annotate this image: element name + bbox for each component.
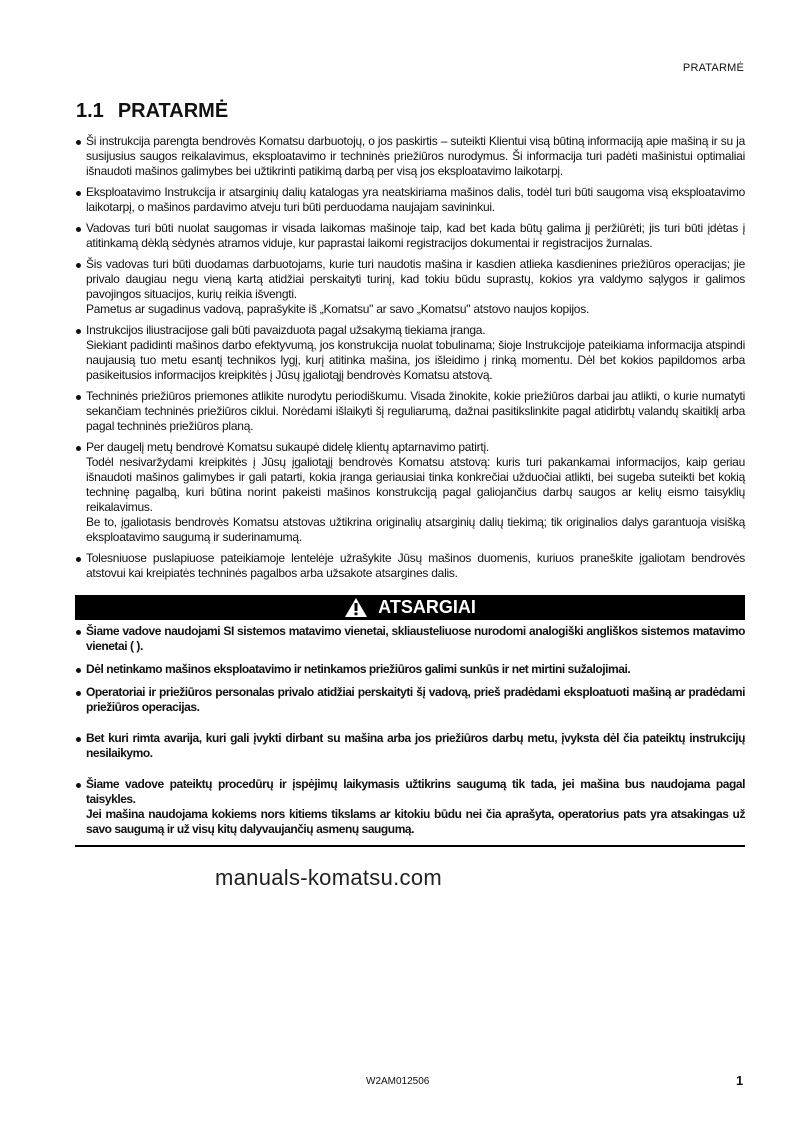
paragraph: Pametus ar sugadinus vadovą, paprašykite iš „Komatsu" ar savo „Komatsu" atstovo naujos kopijos.: [86, 302, 590, 316]
bullet-icon: [76, 227, 81, 232]
page-title: [76, 100, 228, 123]
paragraph: Vadovas turi būti nuolat saugomas ir visada laikomas mašinoje taip, kad bet kada būtų galima jį peržiūrėti; jis turi būti įdėtas į atitinkamą dėklą sėdynės atramos viduje, kur paprastai laikomi registracijos dokumentai ir registracijos žurnalas.: [86, 221, 745, 250]
watermark: manuals-komatsu.com: [215, 865, 442, 890]
paragraph: Instrukcijos iliustracijose gali būti pavaizduota pagal užsakymą tiekiama įranga.: [86, 323, 486, 337]
page-number: 1: [736, 1073, 744, 1088]
paragraph: Per daugelį metų bendrovė Komatsu sukaupė didelę klientų aptarnavimo patirtį.: [86, 440, 489, 454]
caution-list: [76, 624, 745, 837]
paragraph: Bet kuri rimta avarija, kuri gali įvykti dirbant su mašina arba jos priežiūros darbų metu, įvyksta dėl čia pateiktų instrukcijų nesilaikymo.: [86, 731, 745, 760]
bullet-icon: [76, 668, 81, 673]
section-number: 1.1: [76, 100, 104, 122]
list-item: [76, 389, 745, 434]
list-item: [76, 685, 745, 715]
caution-banner: [75, 595, 745, 620]
bullet-icon: [76, 395, 81, 400]
bullet-icon: [76, 783, 81, 788]
preface-list: [76, 134, 745, 581]
paragraph: Siekiant padidinti mašinos darbo efektyvumą, jos konstrukcija nuolat tobulinama; šioje Instrukcijoje pateikiama informacija atspindi naujausią tuo metu esantį technikos lygį, kurį atitinka mašina, jos išleidimo į rinką momentu. Dėl bet kokios papildomos arba pasikeitusios informacijos kreipkitės į Jūsų įgaliotąjį bendrovės Komatsu atstovą.: [86, 338, 745, 382]
list-item: [76, 134, 745, 179]
paragraph: Jei mašina naudojama kokiems nors kitiems tikslams ar kitokiu būdu nei čia aprašyta, operatorius pats yra atsakingas už savo saugumą ir už visų kitų dalyvaujančių asmenų saugumą.: [86, 807, 745, 836]
list-item: [76, 624, 745, 654]
list-item: [76, 662, 745, 677]
paragraph: Šiame vadove pateiktų procedūrų ir įspėjimų laikymasis užtikrins saugumą tik tada, jei mašina bus naudojama pagal taisykles.: [86, 777, 745, 806]
paragraph: Tolesniuose puslapiuose pateikiamoje lentelėje užrašykite Jūsų mašinos duomenis, kuriuos praneškite įgaliotam bendrovės atstovui kai kreipiatės techninės pagalbos arba užsakote atsargines dalis.: [86, 551, 745, 580]
warning-triangle-icon: [344, 597, 368, 618]
list-item: [76, 221, 745, 251]
bullet-icon: [76, 446, 81, 451]
bullet-icon: [76, 630, 81, 635]
running-header: PRATARMĖ: [682, 62, 744, 74]
bullet-icon: [76, 263, 81, 268]
document-code: W2AM012506: [366, 1076, 430, 1087]
paragraph: Šis vadovas turi būti duodamas darbuotojams, kurie turi naudotis mašina ir kasdien atlieka kasdienines priežiūros operacijas; jie privalo daugiau negu vieną kartą atidžiai perskaityti turinį, kad tokiu būdu suprastų, kokios yra valdymo sąlygos ir galimos pavojingos situacijos, kurių reikia išvengti.: [86, 257, 745, 301]
paragraph: Operatoriai ir priežiūros personalas privalo atidžiai perskaityti šį vadovą, prieš pradėdami eksploatuoti mašiną ar pradėdami priežiūros operacijas.: [86, 685, 745, 714]
paragraph: Ši instrukcija parengta bendrovės Komatsu darbuotojų, o jos paskirtis – suteikti Klientui visą būtiną informaciją apie mašiną ir su ja susijusius saugos reikalavimus, eksploatavimo ir techninės priežiūros nurodymus. Ši informacija turi padėti mašinistui optimaliai išnaudoti mašinos galimybes bei užtikrinti patikimą darbą per visą jos eksploatavimo laikotarpį.: [86, 134, 745, 178]
bullet-icon: [76, 140, 81, 145]
list-item: [76, 551, 745, 581]
paragraph: Techninės priežiūros priemones atlikite nurodytu periodiškumu. Visada žinokite, kokie priežiūros darbai jau atlikti, o kurie numatyti sekančiam techninės priežiūros ciklui. Norėdami išlaikyti šį reguliarumą, dažnai pasitikslinkite pagal atidirbtų valandų skaitiklį arba pagal techninės priežiūros planą.: [86, 389, 745, 433]
bullet-icon: [76, 737, 81, 742]
bullet-icon: [76, 691, 81, 696]
list-item: [76, 185, 745, 215]
list-item: [76, 777, 745, 837]
list-item: [76, 731, 745, 761]
list-item: [76, 323, 745, 383]
divider: [75, 845, 745, 847]
section-title: PRATARMĖ: [117, 100, 229, 122]
bullet-icon: [76, 557, 81, 562]
list-item: [76, 257, 745, 317]
paragraph: Eksploatavimo Instrukcija ir atsarginių dalių katalogas yra neatskiriama mašinos dalis, todėl turi būti saugoma visą eksploatavimo laikotarpį, o mašinos pardavimo atveju turi būti perduodama naujajam savininkui.: [86, 185, 745, 214]
bullet-icon: [76, 329, 81, 334]
list-item: [76, 440, 745, 545]
page-content: [75, 134, 745, 891]
paragraph: Todėl nesivaržydami kreipkitės į Jūsų įgaliotąjį bendrovės Komatsu atstovą: kuris turi pakankamai informacijos, kaip geriau išnaudoti mašinos galimybes ir gali patarti, kokia įranga geriausiai tinka konkrečiai užduočiai atlikti, bei sugeba suteikti bet kokią techninę pagalbą, kuri būtina norint pakeisti mašinos konstrukciją pagal galiojančius darbų saugos ar kelių eismo taisyklių reikalavimus.: [86, 455, 745, 514]
paragraph: Dėl netinkamo mašinos eksploatavimo ir netinkamos priežiūros galimi sunkūs ir net mirtini sužalojimai.: [86, 662, 631, 676]
bullet-icon: [76, 191, 81, 196]
caution-label: ATSARGIAI: [378, 597, 476, 617]
paragraph: Šiame vadove naudojami SI sistemos matavimo vienetai, skliausteliuose nurodomi analogiški angliškos sistemos matavimo vienetai ( ).: [86, 624, 745, 653]
paragraph: Be to, įgaliotasis bendrovės Komatsu atstovas užtikrina originalių atsarginių dalių tiekimą; tik originalios dalys garantuoja visišką eksploatavimo saugumą ir suderinamumą.: [86, 515, 745, 544]
